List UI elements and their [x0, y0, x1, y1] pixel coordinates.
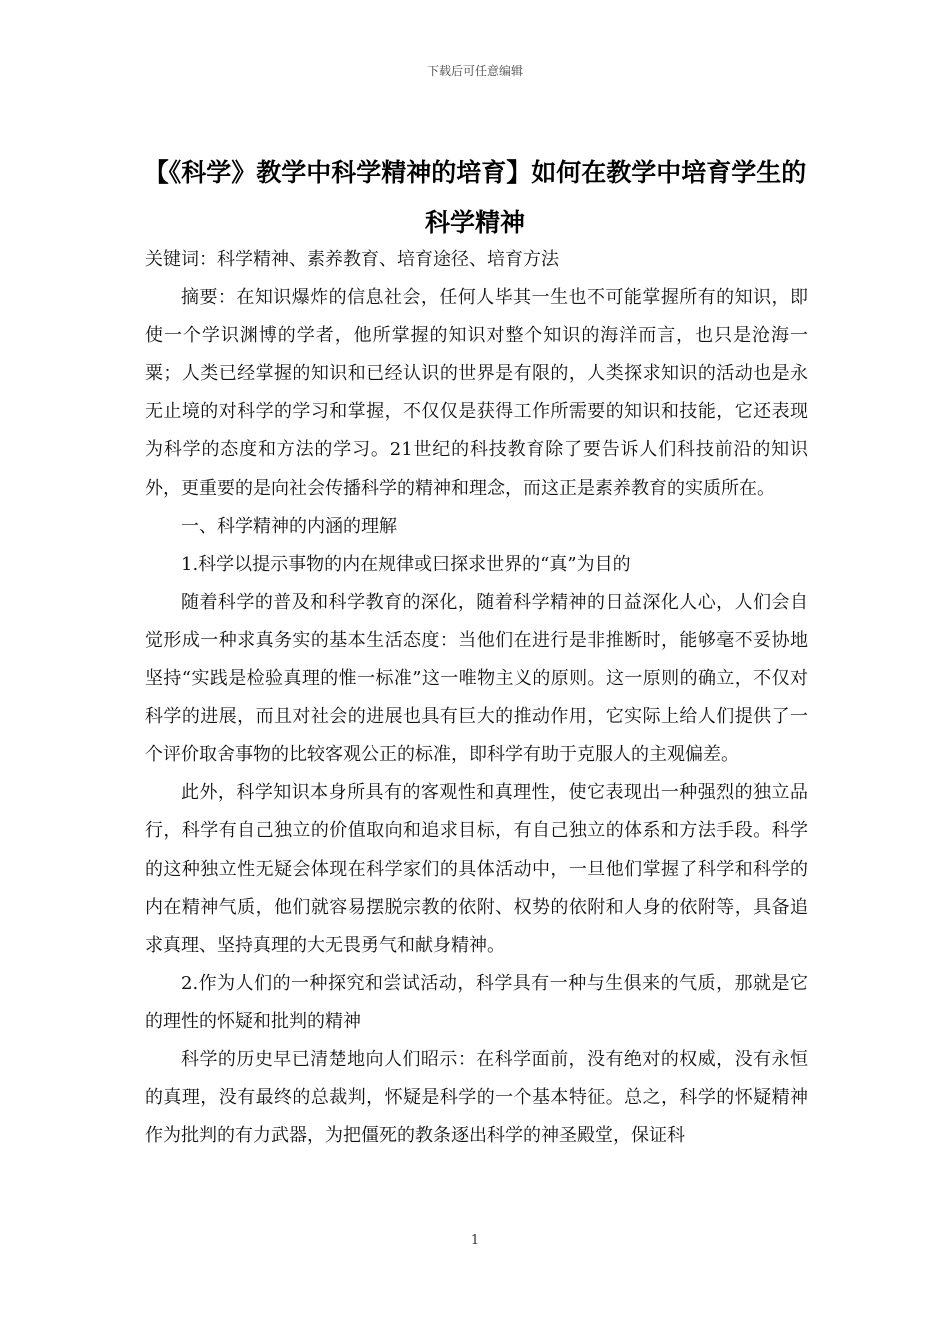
point-heading-2: 2.作为人们的一种探究和尝试活动，科学具有一种与生俱来的气质，那就是它的理性的怀疑和批判的精神 [145, 972, 808, 1032]
page-header: 下载后可任意编辑 [426, 64, 523, 78]
abstract-paragraph: 摘要：在知识爆炸的信息社会，任何人毕其一生也不可能掌握所有的知识，即使一个学识渊博的学者，他所掌握的知识对整个知识的海洋而言，也只是沧海一粟；人类已经掌握的知识和已经认识的世界是有限的，人类探求知识的活动也是永无止境的对科学的学习和掌握，不仅仅是获得工作所需要的知识和技能，它还表现为科学的态度和方法的学习。21世纪的科技教育除了要告诉人们科技前沿的知识外，更重要的是向社会传播科学的精神和理念，而这正是素养教育的实质所在。 [145, 287, 808, 499]
document-title: 【《科学》教学中科学精神的培育】如何在教学中培育学生的科学精神 [143, 158, 807, 237]
section-heading: 一、科学精神的内涵的理解 [181, 515, 397, 537]
body-paragraph-2: 此外，科学知识本身所具有的客观性和真理性，使它表现出一种强烈的独立品行，科学有自己独立的价值取向和追求目标，有自己独立的体系和方法手段。科学的这种独立性无疑会体现在科学家们的具体活动中，一旦他们掌握了科学和科学的内在精神气质，他们就容易摆脱宗教的依附、权势的依附和人身的依附等，具备追求真理、坚持真理的大无畏勇气和献身精神。 [145, 782, 808, 956]
document-body [145, 241, 808, 1155]
body-paragraph-3: 科学的历史早已清楚地向人们昭示：在科学面前，没有绝对的权威，没有永恒的真理，没有最终的总裁判，怀疑是科学的一个基本特征。总之，科学的怀疑精神作为批判的有力武器，为把僵死的教条逐出科学的神圣殿堂，保证科 [145, 1048, 808, 1147]
page-number: 1 [470, 1233, 480, 1248]
body-paragraph-1: 随着科学的普及和科学教育的深化，随着科学精神的日益深化人心，人们会自觉形成一种求真务实的基本生活态度：当他们在进行是非推断时，能够毫不妥协地坚持“实践是检验真理的惟一标准”这一唯物主义的原则。这一原则的确立，不仅对科学的进展，而且对社会的进展也具有巨大的推动作用，它实际上给人们提供了一个评价取舍事物的比较客观公正的标准，即科学有助于克服人的主观偏差。 [145, 591, 808, 766]
point-heading-1: 1.科学以提示事物的内在规律或曰探求世界的“真”为目的 [181, 553, 631, 575]
keywords-line: 关键词：科学精神、素养教育、培育途径、培育方法 [145, 249, 559, 270]
